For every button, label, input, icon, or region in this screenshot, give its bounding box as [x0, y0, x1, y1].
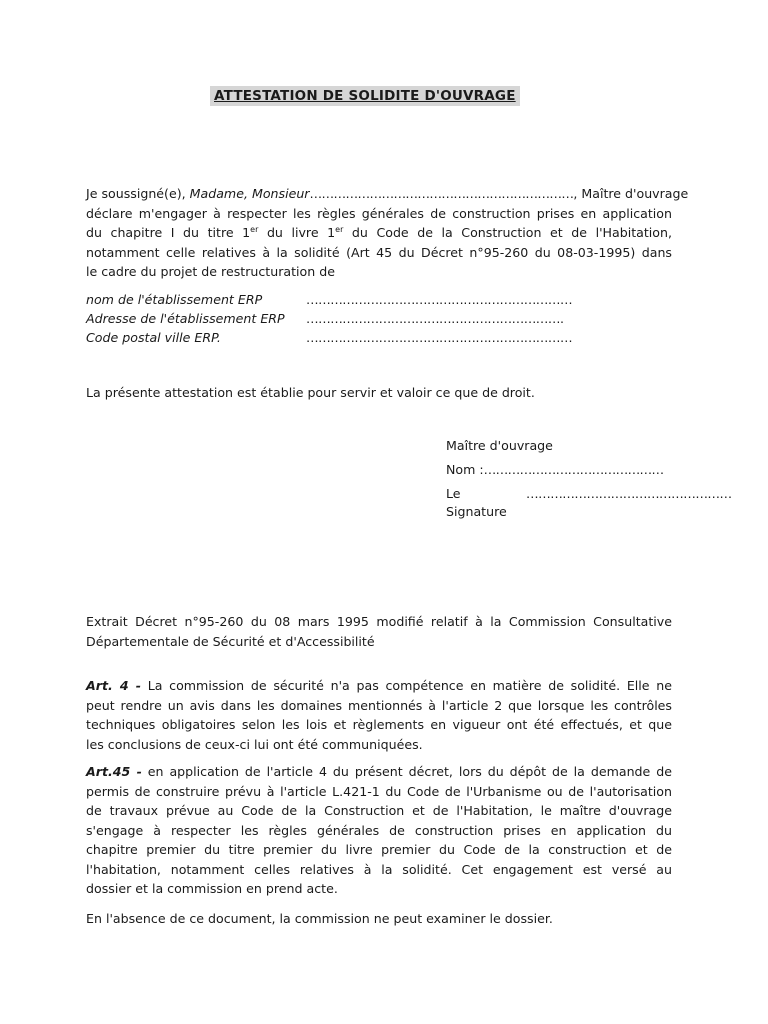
- document-title: ATTESTATION DE SOLIDITE D'OUVRAGE: [210, 86, 520, 106]
- art45-line-5: chapitre premier du titre premier du livre premier du Code de la construction et de: [86, 842, 672, 857]
- erp-fields: [86, 292, 573, 349]
- signature-label: Signature: [446, 504, 507, 519]
- intro-name-dots: …………………………………………………………: [309, 186, 574, 201]
- field-nom-etablissement: [86, 292, 573, 311]
- extract-line-2: Départementale de Sécurité et d'Accessibilité: [86, 633, 375, 649]
- field-label: Code postal ville ERP.: [86, 330, 221, 345]
- intro-l3b: du livre 1: [258, 225, 336, 240]
- signature-block: [446, 438, 732, 528]
- intro-paragraph: [86, 184, 689, 282]
- extract-heading: [86, 612, 672, 651]
- art45-line-4: s'engage à respecter les règles générales de construction prises en application du: [86, 822, 672, 838]
- intro-line-4: notamment celle relatives à la solidité (Art 45 du Décret n°95-260 du 08-03-1995) dans: [86, 244, 672, 260]
- field-dots: …………………………………………………………: [306, 292, 573, 307]
- closing-statement: En l'absence de ce document, la commission ne peut examiner le dossier.: [86, 911, 553, 926]
- art45-line-3: de travaux prévue au Code de la Construction et de l'Habitation, le maître d'ouvrage: [86, 803, 672, 818]
- field-label: nom de l'établissement ERP: [86, 292, 263, 307]
- art4-l1: La commission de sécurité n'a pas compétence en matière de solidité. Elle ne: [140, 678, 672, 693]
- art45-label: Art.45 -: [86, 764, 142, 779]
- signature-nom-row: [446, 462, 664, 486]
- intro-l3c: du Code de la Construction et de l'Habitation,: [343, 225, 672, 240]
- extract-line-1: Extrait Décret n°95-260 du 08 mars 1995 modifié relatif à la Commission Consultative: [86, 614, 672, 629]
- art4-line-1: [86, 676, 672, 696]
- field-dots: …………………………………………………………: [306, 330, 573, 345]
- art45-line-6: l'habitation, notamment celles relatives à la solidité. Cet engagement est versé au: [86, 861, 672, 877]
- nom-label: Nom :: [446, 462, 484, 477]
- signature-date-row: [446, 486, 732, 504]
- intro-start: Je soussigné(e),: [86, 186, 190, 201]
- art45-line-7: dossier et la commission en prend acte.: [86, 881, 338, 896]
- intro-names: Madame, Monsieur: [189, 186, 310, 201]
- art45-line-1: [86, 762, 672, 782]
- field-adresse-etablissement: [86, 311, 564, 330]
- field-dots: ……………………………………………………….: [306, 311, 564, 326]
- intro-role: , Maître d'ouvrage: [573, 186, 689, 201]
- art45-line-2: permis de construire prévu à l'article L.421-1 du Code de l'Urbanisme ou de l'autorisation: [86, 783, 672, 799]
- signature-role: Maître d'ouvrage: [446, 438, 553, 453]
- art45-l1: en application de l'article 4 du présent décret, lors du dépôt de la demande de: [141, 764, 672, 779]
- art4-label: Art. 4 -: [86, 678, 141, 693]
- intro-sup-2: er: [335, 224, 344, 234]
- article-4: [86, 676, 672, 754]
- art4-line-3: techniques obligatoires selon les lois et règlements en vigueur ont été effectués, et que: [86, 717, 672, 732]
- le-label: Le: [446, 486, 461, 501]
- intro-line-3: [86, 223, 672, 243]
- article-45: [86, 762, 672, 899]
- intro-l3a: du chapitre I du titre 1: [86, 225, 251, 240]
- art4-line-2: peut rendre un avis dans les domaines mentionnés à l'article 2 que lorsque les contrôles: [86, 697, 672, 713]
- le-dots: ……………………………………………: [526, 486, 732, 501]
- art4-line-4: les conclusions de ceux-ci lui ont été communiquées.: [86, 736, 423, 752]
- statement: La présente attestation est établie pour servir et valoir ce que de droit.: [86, 385, 535, 400]
- intro-line-2: déclare m'engager à respecter les règles générales de construction prises en application: [86, 205, 672, 221]
- intro-line-5: le cadre du projet de restructuration de: [86, 264, 335, 279]
- intro-line-1: [86, 184, 689, 204]
- field-code-postal-ville: [86, 330, 573, 349]
- intro-sup-1: er: [250, 224, 259, 234]
- field-label: Adresse de l'établissement ERP: [86, 311, 285, 326]
- nom-dots: ………………………………………: [483, 462, 664, 477]
